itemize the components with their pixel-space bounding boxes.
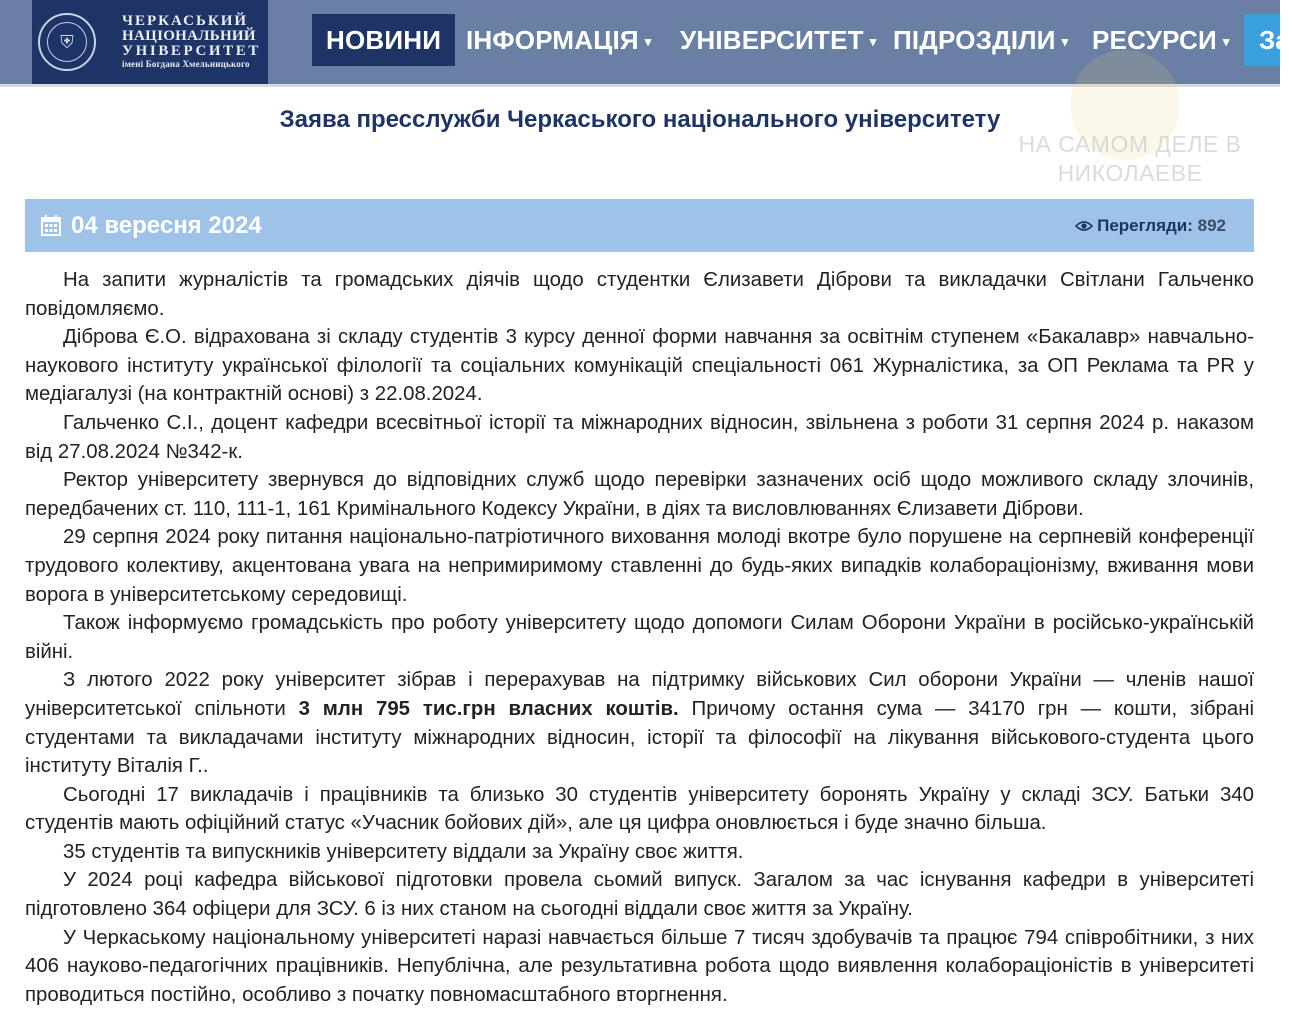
- nav-news-label: НОВИНИ: [326, 25, 442, 55]
- article-paragraph: Ректор університету звернувся до відповідних служб щодо перевірки зазначених осіб щодо можливого складу злочинів, передбачених ст. 110, 111-1, 161 Кримінального Кодексу України, в діях та висловлюваннях Єлизавети Діброви.: [25, 469, 1254, 520]
- nav-departments[interactable]: [893, 14, 1068, 66]
- chevron-down-icon: ▾: [1061, 34, 1069, 50]
- calendar-icon: [41, 215, 61, 236]
- views-count: 892: [1197, 216, 1226, 235]
- paragraph-text: Причому остання сума — 34170 грн — кошти, зібрані студентами та викладачами інституту міжнародних відносин, історії та філософії на лікування військового-студента цього інституту Віталія Г..: [25, 697, 1254, 778]
- views-counter: [1075, 199, 1226, 252]
- article-paragraph: Діброва Є.О. відрахована зі складу студентів 3 курсу денної форми навчання за освітнім ступенем «Бакалавр» навчально-наукового інституту української філології та соціальних комунікацій спеціальності 061 Журналістика, за ОП Реклама та PR у медіагалузі (на контрактній основі) з 22.08.2024.: [25, 326, 1254, 406]
- logo-line-1: ЧЕРКАСЬКИЙ: [122, 13, 249, 29]
- chevron-down-icon: ▾: [644, 34, 652, 50]
- article-paragraph: Гальченко С.І., доцент кафедри всесвітньої історії та міжнародних відносин, звільнена з роботи 31 серпня 2024 р. наказом від 27.08.2024 №342-к.: [25, 411, 1254, 463]
- page-title: Заява пресслужби Черкаського національного університету: [279, 106, 1001, 133]
- top-navbar: [0, 0, 1290, 84]
- chevron-down-icon: ▾: [869, 34, 877, 50]
- nav-university-label: УНІВЕРСИТЕТ: [680, 25, 864, 55]
- logo-line-2: НАЦІОНАЛЬНИЙ: [122, 28, 256, 44]
- watermark-line-1: НА САМОМ ДЕЛЕ В: [1018, 131, 1242, 157]
- nav-information[interactable]: [466, 14, 652, 66]
- article-body: [25, 266, 1254, 1009]
- paragraph-text: З лютого 2022 року університет зібрав і перерахував на підтримку військових Сил оборони України — членів нашої університетської спільноти: [25, 669, 1254, 720]
- navbar-divider: [0, 84, 1280, 87]
- article-meta-bar: [25, 199, 1254, 252]
- article-paragraph: У Черкаському національному університеті наразі навчається більше 7 тисяч здобувачів та працює 794 співробітники, з них 406 науково-педагогічних працівників. Непублічна, але результативна робота щодо виявлення колабораціоністів в університеті проводиться постійно, особливо з початку повномасштабного вторгнення.: [25, 926, 1254, 1006]
- university-logo[interactable]: [32, 0, 268, 84]
- article-paragraph: [25, 666, 1254, 780]
- nav-resources-label: РЕСУРСИ: [1092, 25, 1217, 55]
- nav-cut-button[interactable]: За: [1244, 14, 1280, 66]
- article-paragraph: 29 серпня 2024 року питання національно-патріотичного виховання молоді вкотре було порушене на серпневій конференції трудового колективу, акцентована увага на непримиримому ставленні до будь-яких випадків колабораціонізму, вживання мови ворога в університетському середовищі.: [25, 526, 1254, 606]
- nav-information-label: ІНФОРМАЦІЯ: [466, 25, 639, 55]
- article-paragraph: 35 студентів та випускників університету віддали за Україну своє життя.: [63, 840, 744, 863]
- watermark-line-2: НИКОЛАЕВЕ: [1057, 160, 1203, 186]
- watermark-text: [1000, 130, 1260, 188]
- article-paragraph: Сьогодні 17 викладачів і працівників та близько 30 студентів університету боронять Україну у складі ЗСУ. Батьки 340 студентів мають офіційний статус «Учасник бойових дій», але ця цифра оновлюється і буде значно більша.: [25, 783, 1254, 835]
- logo-line-4: імені Богдана Хмельницького: [122, 59, 250, 69]
- logo-text: [122, 14, 261, 70]
- article-paragraph: У 2024 році кафедра військової підготовки провела сьомий випуск. Загалом за час існування кафедри в університеті підготовлено 364 офіцери для ЗСУ. 6 із них станом на сьогодні віддали своє життя за Україну.: [25, 869, 1254, 921]
- article-paragraph: Також інформуємо громадськість про роботу університету щодо допомоги Силам Оборони України в російсько-українській війні.: [25, 612, 1254, 663]
- highlighted-amount: 3 млн 795 тис.грн власних коштів.: [298, 697, 679, 720]
- article-date: 04 вересня 2024: [71, 212, 262, 239]
- logo-line-3: УНІВЕРСИТЕТ: [122, 43, 261, 59]
- nav-departments-label: ПІДРОЗДІЛИ: [893, 25, 1056, 55]
- university-crest-icon: ⛨: [38, 13, 96, 71]
- nav-university[interactable]: [680, 14, 877, 66]
- nav-resources[interactable]: [1092, 14, 1230, 66]
- nav-news[interactable]: [312, 14, 455, 66]
- views-label: Перегляди:: [1097, 216, 1193, 235]
- chevron-down-icon: ▾: [1222, 34, 1230, 50]
- article-paragraph: На запити журналістів та громадських діячів щодо студентки Єлизавети Діброви та викладачки Світлани Гальченко повідомляємо.: [25, 269, 1254, 320]
- eye-icon: [1075, 220, 1093, 232]
